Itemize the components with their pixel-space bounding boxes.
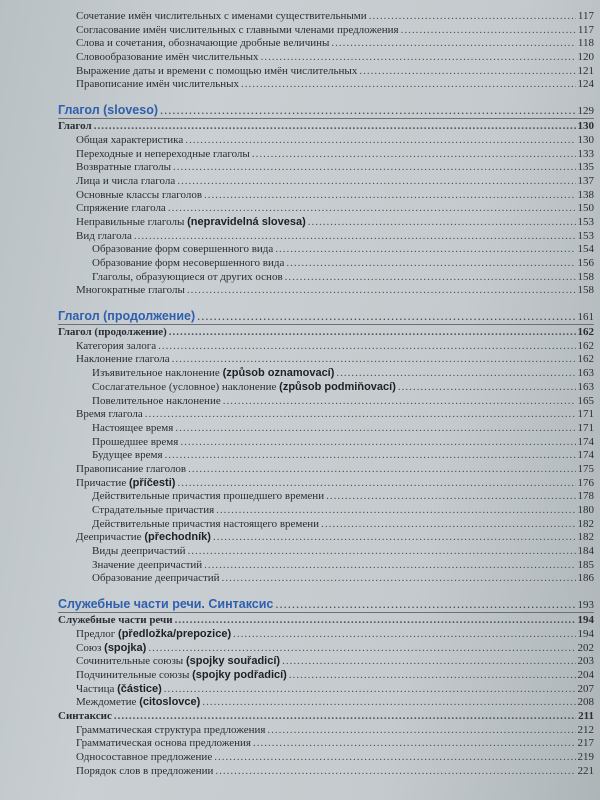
entry-text: Грамматическая структура предложения xyxy=(76,723,266,736)
dot-leader xyxy=(180,436,575,450)
dot-leader xyxy=(148,642,575,656)
section-rule xyxy=(58,324,594,325)
dot-leader xyxy=(204,559,575,573)
entry-page-number: 182 xyxy=(577,517,594,530)
entry-page-number: 118 xyxy=(577,37,594,50)
entry-text: Вид глагола xyxy=(76,229,132,242)
entry-title xyxy=(76,134,183,148)
entry-page-number: 182 xyxy=(577,531,594,544)
entry-page-number: 130 xyxy=(577,120,594,133)
entry-title xyxy=(76,189,202,203)
entry-page-number: 174 xyxy=(577,435,594,448)
entry-page-number: 156 xyxy=(577,257,594,269)
toc-entry xyxy=(58,24,594,38)
entry-text: Наклонение глагола xyxy=(76,353,170,366)
toc-entry xyxy=(58,669,594,683)
dot-leader xyxy=(326,490,575,504)
entry-page-number: 221 xyxy=(577,764,594,777)
entry-czech-term: (částice) xyxy=(117,682,162,695)
entry-title xyxy=(76,340,156,354)
entry-text: Порядок слов в предложении xyxy=(76,764,214,777)
entry-title xyxy=(76,24,399,38)
entry-title xyxy=(92,545,185,559)
entry-title xyxy=(92,504,214,518)
dot-leader xyxy=(289,669,576,683)
section-title: Глагол (продолжение) xyxy=(58,309,196,324)
entry-page-number: 175 xyxy=(577,462,594,475)
entry-page-number: 154 xyxy=(577,243,594,256)
toc-entry xyxy=(58,134,594,148)
toc-entry xyxy=(58,614,594,628)
toc-entry xyxy=(58,422,594,436)
toc-entry xyxy=(58,683,594,697)
dot-leader xyxy=(267,724,575,738)
entry-text: Глаголы, образующиеся от других основ xyxy=(92,270,283,283)
entry-text: Категория залога xyxy=(76,339,157,352)
dot-leader xyxy=(185,134,575,148)
entry-page-number: 178 xyxy=(577,490,594,503)
entry-page-number: 171 xyxy=(577,408,594,421)
entry-title xyxy=(92,257,284,271)
toc-entry xyxy=(58,710,594,724)
entry-title xyxy=(76,408,143,422)
entry-czech-term: (způsob podmiňovací) xyxy=(279,380,396,393)
entry-page-number: 174 xyxy=(577,449,594,462)
entry-text: Предлог xyxy=(76,627,116,640)
entry-title xyxy=(76,175,175,189)
entry-text: Многократные глаголы xyxy=(76,284,185,297)
dot-leader xyxy=(187,284,576,298)
entry-page-number: 186 xyxy=(577,572,594,585)
entry-title xyxy=(92,490,324,504)
entry-page-number: 137 xyxy=(577,174,594,187)
entry-text: Синтаксис xyxy=(58,709,112,722)
dot-leader xyxy=(282,655,575,669)
toc-entry xyxy=(58,642,594,656)
dot-leader xyxy=(275,596,575,612)
dot-leader xyxy=(169,326,576,340)
toc-entry xyxy=(58,340,594,354)
entry-text: Сочетание имён числительных с именами существительными xyxy=(76,10,367,22)
entry-title xyxy=(58,710,112,724)
entry-title xyxy=(76,65,357,79)
dot-leader xyxy=(168,202,576,216)
entry-text: Время глагола xyxy=(76,408,143,421)
toc-entry xyxy=(58,436,594,450)
toc-entry xyxy=(58,326,594,340)
entry-title xyxy=(76,628,231,642)
toc-entry xyxy=(58,655,594,669)
entry-title xyxy=(76,696,200,710)
entry-text: Междометие xyxy=(76,696,137,709)
entry-page-number: 153 xyxy=(577,215,594,228)
entry-text: Страдательные причастия xyxy=(92,504,215,516)
entry-text: Переходные и непереходные глаголы xyxy=(76,147,250,160)
entry-title xyxy=(76,353,170,367)
dot-leader xyxy=(214,751,575,765)
dot-leader xyxy=(164,683,576,697)
entry-page-number: 171 xyxy=(577,421,594,434)
entry-text: Образование форм несовершенного вида xyxy=(92,257,285,269)
entry-title xyxy=(92,559,202,573)
entry-page-number: 180 xyxy=(577,504,594,516)
entry-text: Подчинительные союзы xyxy=(76,668,190,681)
entry-title xyxy=(76,78,239,92)
toc-entry xyxy=(58,463,594,477)
entry-text: Возвратные глаголы xyxy=(76,161,171,174)
toc-entry xyxy=(58,78,594,92)
entry-title xyxy=(58,326,167,340)
toc-entry xyxy=(58,257,594,271)
dot-leader xyxy=(173,161,576,175)
dot-leader xyxy=(204,189,575,203)
entry-page-number: 211 xyxy=(578,709,594,722)
toc-entry xyxy=(58,367,594,381)
entry-text: Виды деепричастий xyxy=(92,545,186,558)
entry-title xyxy=(92,518,319,532)
entry-title xyxy=(76,669,287,683)
entry-text: Глагол xyxy=(58,120,92,133)
dot-leader xyxy=(321,518,575,532)
entry-page-number: 158 xyxy=(577,284,594,297)
dot-leader xyxy=(172,353,576,367)
dot-leader xyxy=(285,271,576,285)
entry-title xyxy=(76,655,280,669)
dot-leader xyxy=(175,614,576,628)
entry-page-number: 163 xyxy=(577,367,594,380)
toc-entry xyxy=(58,353,594,367)
dot-leader xyxy=(401,24,576,38)
entry-page-number: 121 xyxy=(577,64,594,77)
entry-text: Настоящее время xyxy=(92,421,174,434)
entry-page-number: 202 xyxy=(577,641,594,654)
section-heading xyxy=(58,102,594,118)
entry-text: Союз xyxy=(76,641,102,654)
toc-entry xyxy=(58,37,594,51)
toc-entry xyxy=(58,545,594,559)
dot-leader xyxy=(398,381,576,395)
dot-leader xyxy=(275,243,575,257)
dot-leader xyxy=(160,102,575,118)
entry-text: Деепричастие xyxy=(76,531,142,544)
entry-page-number: 117 xyxy=(577,10,594,22)
toc-entry xyxy=(58,449,594,463)
entry-page-number: 194 xyxy=(577,627,594,640)
section-page-number: 129 xyxy=(577,105,594,118)
entry-title xyxy=(92,422,173,436)
dot-leader xyxy=(202,696,575,710)
dot-leader xyxy=(286,257,575,271)
entry-page-number: 204 xyxy=(577,668,594,681)
toc-entry xyxy=(58,504,594,518)
toc-entry xyxy=(58,51,594,65)
entry-title xyxy=(76,642,146,656)
dot-leader xyxy=(215,765,575,779)
entry-page-number: 217 xyxy=(577,737,594,750)
section-heading xyxy=(58,308,594,324)
entry-page-number: 150 xyxy=(577,202,594,215)
toc-entry xyxy=(58,737,594,751)
entry-title xyxy=(76,531,211,545)
entry-page-number: 158 xyxy=(577,270,594,283)
entry-title xyxy=(76,737,251,751)
dot-leader xyxy=(158,340,575,354)
entry-title xyxy=(76,683,162,697)
entry-text: Сочинительные союзы xyxy=(76,655,184,668)
toc-entry xyxy=(58,559,594,573)
entry-text: Будущее время xyxy=(92,449,163,462)
entry-page-number: 212 xyxy=(577,723,594,736)
entry-text: Значение деепричастий xyxy=(92,558,203,571)
toc-entry xyxy=(58,531,594,545)
entry-title xyxy=(76,765,213,779)
entry-page-number: 124 xyxy=(577,78,594,91)
entry-text: Грамматическая основа предложения xyxy=(76,737,251,750)
dot-leader xyxy=(197,308,575,324)
entry-text: Глагол (продолжение) xyxy=(58,326,167,339)
entry-page-number: 208 xyxy=(577,696,594,709)
entry-page-number: 184 xyxy=(577,545,594,558)
entry-text: Правописание имён числительных xyxy=(76,78,240,91)
entry-text: Основные классы глаголов xyxy=(76,188,203,201)
entry-czech-term: (přechodník) xyxy=(144,531,211,544)
entry-text: Словообразование имён числительных xyxy=(76,51,259,64)
toc-entry xyxy=(58,230,594,244)
entry-text: Действительные причастия прошедшего времени xyxy=(92,490,325,503)
entry-text: Прошедшее время xyxy=(92,435,179,448)
toc-entry xyxy=(58,202,594,216)
entry-page-number: 120 xyxy=(577,51,594,64)
entry-page-number: 130 xyxy=(577,133,594,146)
entry-page-number: 133 xyxy=(577,147,594,160)
section-heading xyxy=(58,596,594,612)
toc-entry xyxy=(58,148,594,162)
entry-czech-term: (předložka/prepozice) xyxy=(118,627,232,640)
entry-title xyxy=(76,477,175,491)
toc-entry xyxy=(58,724,594,738)
entry-page-number: 162 xyxy=(577,353,594,366)
entry-title xyxy=(92,395,221,409)
entry-title xyxy=(92,572,220,586)
entry-text: Причастие xyxy=(76,476,127,489)
toc-entry xyxy=(58,284,594,298)
entry-title xyxy=(92,436,178,450)
entry-title xyxy=(92,449,163,463)
entry-czech-term: (nepravidelná slovesa) xyxy=(187,215,306,228)
entry-text: Односоставное предложение xyxy=(76,751,213,763)
entry-title xyxy=(92,367,334,381)
dot-leader xyxy=(369,10,576,24)
entry-text: Спряжение глагола xyxy=(76,202,166,215)
toc-entry xyxy=(58,161,594,175)
entry-title xyxy=(58,614,173,628)
toc-entry xyxy=(58,572,594,586)
entry-text: Общая характеристика xyxy=(76,133,184,146)
entry-czech-term: (příčesti) xyxy=(128,476,176,489)
toc-entry xyxy=(58,65,594,79)
toc-entry xyxy=(58,518,594,532)
entry-page-number: 194 xyxy=(577,614,594,627)
entry-title xyxy=(76,463,186,477)
dot-leader xyxy=(165,449,576,463)
entry-title xyxy=(76,724,265,738)
entry-page-number: 117 xyxy=(577,23,594,36)
entry-page-number: 162 xyxy=(577,326,594,339)
entry-title xyxy=(92,271,283,285)
entry-text: Повелительное наклонение xyxy=(92,394,221,407)
entry-title xyxy=(76,161,171,175)
dot-leader xyxy=(94,120,576,134)
entry-title xyxy=(76,216,306,230)
section-rule xyxy=(58,118,594,119)
dot-leader xyxy=(233,628,575,642)
dot-leader xyxy=(222,572,576,586)
entry-text: Частица xyxy=(76,682,115,695)
toc-entry xyxy=(58,120,594,134)
toc-entry xyxy=(58,751,594,765)
toc-entry xyxy=(58,696,594,710)
section-rule xyxy=(58,612,594,613)
dot-leader xyxy=(308,216,576,230)
entry-text: Выражение даты и времени с помощью имён числительных xyxy=(76,64,358,77)
dot-leader xyxy=(187,545,575,559)
table-of-contents xyxy=(58,10,594,778)
entry-czech-term: (spojky souřadicí) xyxy=(185,655,281,668)
entry-text: Образование форм совершенного вида xyxy=(92,243,274,256)
entry-title xyxy=(76,148,250,162)
toc-entry xyxy=(58,477,594,491)
entry-page-number: 153 xyxy=(577,229,594,242)
dot-leader xyxy=(134,230,576,244)
toc-entry xyxy=(58,628,594,642)
dot-leader xyxy=(177,477,575,491)
entry-text: Лица и числа глагола xyxy=(76,174,176,187)
entry-title xyxy=(76,230,132,244)
entry-title xyxy=(76,751,212,765)
dot-leader xyxy=(223,395,576,409)
toc-entry xyxy=(58,243,594,257)
dot-leader xyxy=(252,148,576,162)
entry-czech-term: (citoslovce) xyxy=(139,696,201,709)
entry-page-number: 135 xyxy=(577,161,594,174)
dot-leader xyxy=(241,78,575,92)
toc-entry xyxy=(58,189,594,203)
entry-czech-term: (způsob oznamovací) xyxy=(222,367,335,380)
section-title: Глагол (sloveso) xyxy=(58,103,159,118)
entry-text: Сослагательное (условное) наклонение xyxy=(92,380,277,393)
entry-text: Действительные причастия настоящего времени xyxy=(92,517,320,530)
toc-entry xyxy=(58,408,594,422)
entry-page-number: 207 xyxy=(577,682,594,695)
dot-leader xyxy=(331,37,576,51)
toc-entry xyxy=(58,271,594,285)
entry-text: Образование деепричастий xyxy=(92,572,220,585)
entry-page-number: 165 xyxy=(577,394,594,407)
entry-text: Неправильные глаголы xyxy=(76,215,185,228)
entry-text: Изъявительное наклонение xyxy=(92,367,220,380)
entry-title xyxy=(92,243,273,257)
toc-entry xyxy=(58,175,594,189)
dot-leader xyxy=(114,710,576,724)
entry-text: Слова и сочетания, обозначающие дробные величины xyxy=(76,37,330,50)
entry-title xyxy=(76,37,329,51)
entry-page-number: 138 xyxy=(577,188,594,201)
section-page-number: 193 xyxy=(577,599,594,612)
entry-czech-term: (spojka) xyxy=(104,641,147,654)
entry-page-number: 162 xyxy=(577,339,594,352)
toc-entry xyxy=(58,10,594,24)
dot-leader xyxy=(145,408,576,422)
section-title: Служебные части речи. Синтаксис xyxy=(58,597,274,612)
dot-leader xyxy=(216,504,575,518)
dot-leader xyxy=(336,367,575,381)
entry-page-number: 219 xyxy=(577,751,594,763)
toc-entry xyxy=(58,395,594,409)
entry-title xyxy=(76,10,367,24)
entry-title xyxy=(92,381,396,395)
entry-page-number: 163 xyxy=(577,380,594,393)
section-page-number: 161 xyxy=(577,311,594,324)
entry-title xyxy=(58,120,92,134)
entry-czech-term: (spojky podřadicí) xyxy=(192,668,287,681)
entry-page-number: 203 xyxy=(577,655,594,668)
dot-leader xyxy=(175,422,575,436)
toc-entry xyxy=(58,216,594,230)
toc-entry xyxy=(58,490,594,504)
dot-leader xyxy=(213,531,576,545)
dot-leader xyxy=(188,463,575,477)
entry-text: Служебные части речи xyxy=(58,614,173,627)
entry-page-number: 176 xyxy=(577,476,594,489)
entry-title xyxy=(76,51,259,65)
dot-leader xyxy=(359,65,575,79)
dot-leader xyxy=(261,51,576,65)
toc-entry xyxy=(58,765,594,779)
dot-leader xyxy=(177,175,575,189)
toc-entry xyxy=(58,381,594,395)
entry-title xyxy=(76,202,166,216)
entry-title xyxy=(76,284,185,298)
entry-page-number: 185 xyxy=(577,558,594,571)
entry-text: Правописание глаголов xyxy=(76,462,187,475)
entry-text: Согласование имён числительных с главными членами предложения xyxy=(76,23,399,36)
dot-leader xyxy=(253,737,576,751)
